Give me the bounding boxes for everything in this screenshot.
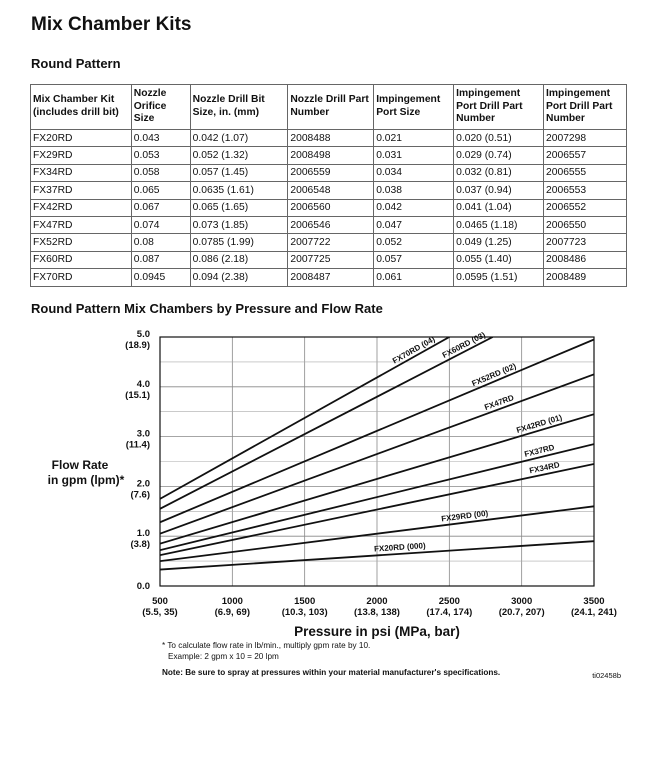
cell-drill-part: 2007722	[288, 234, 374, 251]
x-tick-label: 3500	[583, 596, 605, 607]
series-label: FX42RD (01)	[515, 412, 564, 435]
header-drill-bit: Nozzle Drill Bit Size, in. (mm)	[190, 85, 288, 130]
cell-port-drill: 0.0595 (1.51)	[454, 269, 544, 286]
cell-port-part: 2006557	[544, 147, 627, 164]
y-tick-sublabel: (15.1)	[125, 389, 150, 401]
y-tick-label: 0.0	[136, 581, 150, 592]
cell-drill-bit: 0.042 (1.07)	[190, 130, 288, 147]
cell-drill-part: 2006548	[288, 182, 374, 199]
cell-port-drill: 0.0465 (1.18)	[454, 216, 544, 233]
cell-kit: FX42RD	[31, 199, 132, 216]
x-tick-label: 1500	[294, 596, 316, 607]
x-tick-sublabel: (17.4, 174)	[426, 607, 473, 618]
table-heading: Round Pattern	[31, 56, 121, 71]
y-tick-label: 2.0	[136, 478, 150, 490]
cell-kit: FX47RD	[31, 216, 132, 233]
y-tick-sublabel: (18.9)	[125, 340, 150, 351]
series-label: FX29RD (00)	[440, 508, 489, 524]
cell-port-part: 2007723	[544, 234, 627, 251]
cell-drill-part: 2008487	[288, 269, 374, 286]
cell-port-size: 0.034	[374, 164, 454, 181]
cell-drill-part: 2006559	[288, 164, 374, 181]
y-tick-label: 5.0	[136, 329, 150, 340]
cell-port-part: 2008486	[544, 251, 627, 268]
series-label: FX52RD (02)	[470, 361, 518, 389]
y-tick-label: 1.0	[136, 528, 150, 540]
x-axis-title: Pressure in psi (MPa, bar)	[294, 624, 460, 639]
cell-drill-bit: 0.0635 (1.61)	[190, 182, 288, 199]
y-tick-label: 3.0	[136, 428, 150, 440]
cell-port-drill: 0.049 (1.25)	[454, 234, 544, 251]
cell-orifice: 0.058	[131, 164, 190, 181]
x-tick-sublabel: (6.9, 69)	[214, 607, 251, 618]
cell-drill-bit: 0.052 (1.32)	[190, 147, 288, 164]
figure-id: ti02458b	[592, 671, 621, 680]
cell-port-part: 2006550	[544, 216, 627, 233]
cell-orifice: 0.0945	[131, 269, 190, 286]
cell-port-size: 0.057	[374, 251, 454, 268]
cell-drill-part: 2007725	[288, 251, 374, 268]
page-title: Mix Chamber Kits	[31, 14, 192, 35]
cell-port-part: 2006555	[544, 164, 627, 181]
y-axis-title: Flow Rate	[51, 458, 109, 472]
cell-port-part: 2008489	[544, 269, 627, 286]
cell-kit: FX29RD	[31, 147, 132, 164]
cell-port-part: 2007298	[544, 130, 627, 147]
x-tick-label: 2000	[366, 596, 388, 607]
cell-drill-bit: 0.0785 (1.99)	[190, 234, 288, 251]
series-label: FX34RD	[528, 460, 561, 476]
cell-orifice: 0.087	[131, 251, 190, 268]
y-tick-sublabel: (11.4)	[125, 439, 150, 451]
cell-drill-part: 2006546	[288, 216, 374, 233]
x-tick-sublabel: (5.5, 35)	[142, 607, 178, 618]
spray-note: Note: Be sure to spray at pressures within your material manufacturer's specifications.	[162, 668, 501, 677]
cell-orifice: 0.08	[131, 234, 190, 251]
chart-heading: Round Pattern Mix Chambers by Pressure and Flow Rate	[31, 301, 383, 316]
x-tick-sublabel: (10.3, 103)	[281, 607, 328, 618]
cell-kit: FX20RD	[31, 130, 132, 147]
series-label: FX70RD (04)	[391, 334, 437, 366]
footnote-example: Example: 2 gpm x 10 = 20 lpm	[168, 652, 279, 661]
cell-orifice: 0.067	[131, 199, 190, 216]
y-tick-sublabel: (7.6)	[130, 489, 150, 501]
cell-kit: FX37RD	[31, 182, 132, 199]
cell-drill-bit: 0.094 (2.38)	[190, 269, 288, 286]
cell-kit: FX34RD	[31, 164, 132, 181]
cell-port-drill: 0.032 (0.81)	[454, 164, 544, 181]
series-label: FX20RD (000)	[373, 541, 426, 554]
cell-orifice: 0.065	[131, 182, 190, 199]
x-tick-label: 2500	[438, 596, 460, 607]
cell-drill-bit: 0.057 (1.45)	[190, 164, 288, 181]
cell-orifice: 0.043	[131, 130, 190, 147]
series-line	[160, 337, 493, 509]
header-orifice: Nozzle Orifice Size	[131, 85, 190, 130]
x-tick-sublabel: (13.8, 138)	[354, 607, 400, 618]
header-port-size: Impingement Port Size	[374, 85, 454, 130]
cell-orifice: 0.053	[131, 147, 190, 164]
cell-drill-part: 2008498	[288, 147, 374, 164]
cell-kit: FX52RD	[31, 234, 132, 251]
cell-port-size: 0.042	[374, 199, 454, 216]
cell-drill-part: 2008488	[288, 130, 374, 147]
cell-drill-bit: 0.086 (2.18)	[190, 251, 288, 268]
cell-port-part: 2006553	[544, 182, 627, 199]
x-tick-sublabel: (24.1, 241)	[571, 607, 617, 618]
cell-port-drill: 0.055 (1.40)	[454, 251, 544, 268]
cell-drill-bit: 0.073 (1.85)	[190, 216, 288, 233]
header-drill-part: Nozzle Drill Part Number	[288, 85, 374, 130]
series-label: FX60RD (03)	[440, 330, 487, 360]
cell-port-size: 0.021	[374, 130, 454, 147]
cell-port-size: 0.038	[374, 182, 454, 199]
x-tick-label: 500	[152, 596, 168, 607]
cell-kit: FX70RD	[31, 269, 132, 286]
x-tick-label: 3000	[511, 596, 533, 607]
header-kit: Mix Chamber Kit (includes drill bit)	[31, 85, 132, 130]
cell-port-drill: 0.037 (0.94)	[454, 182, 544, 199]
cell-kit: FX60RD	[31, 251, 132, 268]
y-axis-title: in gpm (lpm)*	[47, 473, 125, 487]
cell-orifice: 0.074	[131, 216, 190, 233]
cell-port-drill: 0.029 (0.74)	[454, 147, 544, 164]
cell-port-size: 0.061	[374, 269, 454, 286]
footnote: * To calculate flow rate in lb/min., multiply gpm rate by 10.	[162, 641, 371, 650]
cell-port-part: 2006552	[544, 199, 627, 216]
cell-drill-part: 2006560	[288, 199, 374, 216]
y-tick-sublabel: (3.8)	[130, 539, 150, 551]
header-port-part: Impingement Port Drill Part Number	[544, 85, 627, 130]
cell-port-size: 0.052	[374, 234, 454, 251]
cell-port-size: 0.031	[374, 147, 454, 164]
cell-port-drill: 0.041 (1.04)	[454, 199, 544, 216]
y-tick-label: 4.0	[136, 378, 150, 390]
cell-drill-bit: 0.065 (1.65)	[190, 199, 288, 216]
x-tick-label: 1000	[221, 596, 243, 607]
cell-port-size: 0.047	[374, 216, 454, 233]
series-label: FX37RD	[523, 442, 556, 459]
header-port-drill: Impingement Port Drill Part Number	[454, 85, 544, 130]
series-label: FX47RD	[483, 393, 516, 413]
x-tick-sublabel: (20.7, 207)	[498, 607, 545, 618]
cell-port-drill: 0.020 (0.51)	[454, 130, 544, 147]
